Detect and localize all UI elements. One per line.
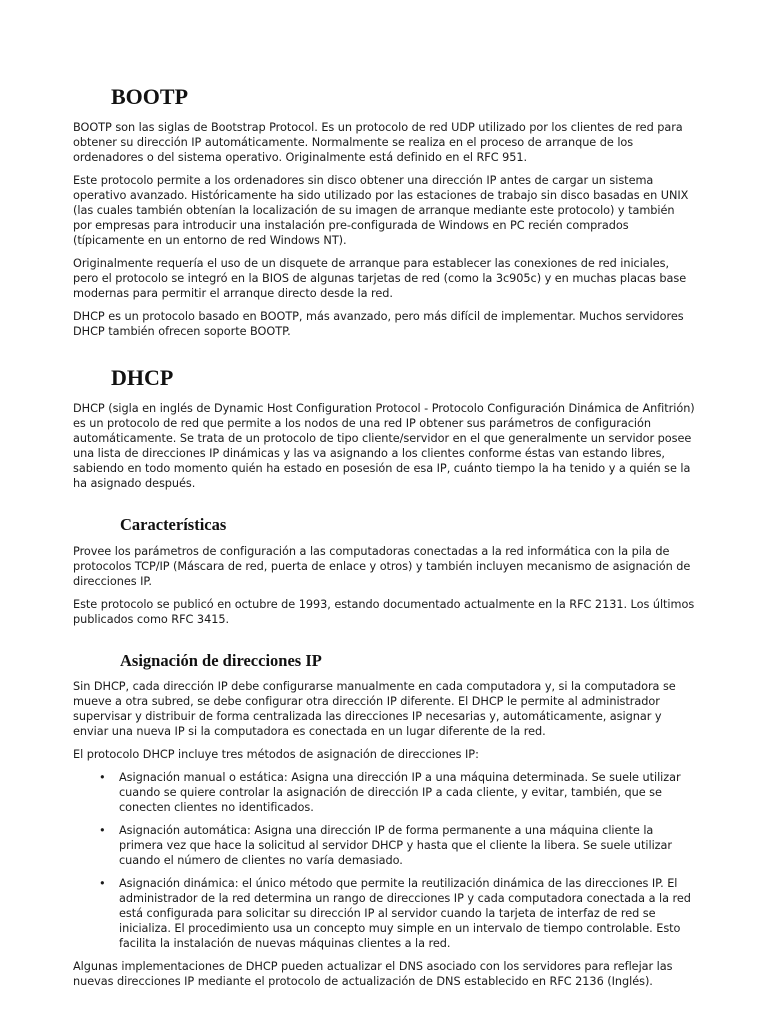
paragraph: Algunas implementaciones de DHCP pueden actualizar el DNS asociado con los servidores para reflejar las nuevas direcciones IP mediante el protocolo de actualización de DNS establecido en RFC 2136 (Inglés). bbox=[73, 960, 673, 988]
heading-bootp: BOOTP bbox=[111, 84, 189, 109]
paragraph: Este protocolo permite a los ordenadores sin disco obtener una dirección IP antes de cargar un sistema operativo avanzado. Históricamente ha sido utilizado por las estaciones de trabajo sin disco basadas en UNIX (las cuales también obtenían la localización de su imagen de arranque mediante este protocolo) y también por empresas para introducir una instalación pre-configurada de Windows en PC recién comprados (típicamente en un entorno de red Windows NT). bbox=[73, 174, 689, 247]
document-page bbox=[73, 86, 695, 997]
paragraph: DHCP (sigla en inglés de Dynamic Host Configuration Protocol - Protocolo Configuración Dinámica de Anfitrión) es un protocolo de red que permite a los nodos de una red IP obtener sus parámetros de configuración automáticamente. Se trata de un protocolo de tipo cliente/servidor en el que generalmente un servidor posee una lista de direcciones IP dinámicas y las va asignando a los clientes conforme éstas van estando libres, sabiendo en todo momento quién ha estado en posesión de esa IP, cuánto tiempo la ha tenido y a quién se la ha asignado después. bbox=[73, 402, 695, 490]
paragraph: El protocolo DHCP incluye tres métodos de asignación de direcciones IP: bbox=[73, 748, 479, 761]
paragraph: BOOTP son las siglas de Bootstrap Protocol. Es un protocolo de red UDP utilizado por los clientes de red para obtener su dirección IP automáticamente. Normalmente se realiza en el proceso de arranque de los ordenadores o del sistema operativo. Originalmente está definido en el RFC 951. bbox=[73, 121, 683, 164]
paragraph: Este protocolo se publicó en octubre de 1993, estando documentado actualmente en la RFC 2131. Los últimos publicados como RFC 3415. bbox=[73, 597, 695, 626]
list-item-text: Asignación manual o estática: Asigna una dirección IP a una máquina determinada. Se suele utilizar cuando se quiere controlar la asignación de dirección IP a cada cliente, y evitar, también, que se conecten clientes no identificados. bbox=[119, 771, 681, 814]
list-item bbox=[73, 823, 695, 868]
list-item bbox=[73, 770, 695, 815]
bullet-icon: • bbox=[99, 824, 106, 837]
paragraph: Provee los parámetros de configuración a las computadoras conectadas a la red informática con la pila de protocolos TCP/IP (Máscara de red, puerta de enlace y otros) y también incluyen mecanismo de asignación de direcciones IP. bbox=[73, 544, 691, 588]
bullet-icon: • bbox=[99, 771, 106, 784]
list-item bbox=[73, 876, 695, 951]
heading-dhcp: DHCP bbox=[111, 365, 174, 390]
assignment-methods-list bbox=[73, 770, 695, 951]
heading-caracteristicas: Características bbox=[120, 515, 227, 534]
spacer bbox=[73, 347, 695, 367]
paragraph: DHCP es un protocolo basado en BOOTP, más avanzado, pero más difícil de implementar. Muchos servidores DHCP también ofrecen soporte BOOTP. bbox=[73, 310, 684, 338]
bullet-icon: • bbox=[99, 877, 106, 890]
list-item-text: Asignación dinámica: el único método que permite la reutilización dinámica de las direcciones IP. El administrador de la red determina un rango de direcciones IP y cada computadora conectada a la red está configurada para solicitar su dirección IP al servidor cuando la tarjeta de interfaz de red se inicializa. El procedimiento usa un concepto muy simple en un intervalo de tiempo controlable. Esto facilita la instalación de nuevas máquinas clientes a la red. bbox=[119, 877, 691, 950]
paragraph: Originalmente requería el uso de un disquete de arranque para establecer las conexiones de red iniciales, pero el protocolo se integró en la BIOS de algunas tarjetas de red (como la 3c905c) y en muchas placas base modernas para permitir el arranque directo desde la red. bbox=[73, 257, 687, 300]
paragraph: Sin DHCP, cada dirección IP debe configurarse manualmente en cada computadora y, si la computadora se mueve a otra subred, se debe configurar otra dirección IP diferente. El DHCP le permite al administrador supervisar y distribuir de forma centralizada las direcciones IP necesarias y, automáticamente, asignar y enviar una nueva IP si la computadora es conectada en un lugar diferente de la red. bbox=[73, 680, 676, 738]
list-item-text: Asignación automática: Asigna una dirección IP de forma permanente a una máquina cliente la primera vez que hace la solicitud al servidor DHCP y hasta que el cliente la libera. Se suele utilizar cuando el número de clientes no varía demasiado. bbox=[119, 824, 673, 867]
heading-asignacion: Asignación de direcciones IP bbox=[120, 650, 322, 670]
spacer bbox=[73, 635, 695, 653]
